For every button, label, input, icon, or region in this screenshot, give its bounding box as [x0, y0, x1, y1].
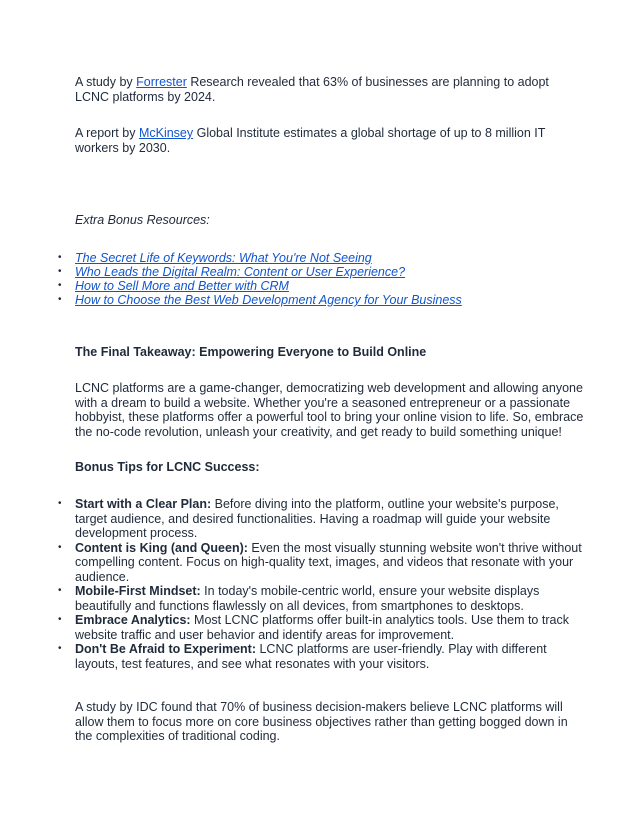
bullet-icon: • — [58, 294, 62, 305]
bullet-icon: • — [58, 585, 62, 596]
takeaway-line: LCNC platforms are a game-changer, democratizing web development and allowing anyone — [75, 381, 583, 395]
stat2-line2: workers by 2030. — [75, 140, 171, 155]
tip-title: Don't Be Afraid to Experiment: — [75, 642, 256, 656]
resource-link-digital-realm[interactable]: Who Leads the Digital Realm: Content or User Experience? — [75, 265, 406, 279]
mckinsey-stat-paragraph — [75, 126, 575, 155]
takeaway-line: the no-code revolution, unleash your creativity, and get ready to build something unique! — [75, 424, 562, 439]
takeaway-line: hobbyist, these platforms offer a powerful tool to bring your online vision to life. So, embrace — [75, 410, 584, 424]
idc-line: the complexities of traditional coding. — [75, 729, 280, 743]
list-item — [58, 279, 575, 293]
bullet-icon: • — [58, 498, 62, 509]
stat2-line1: A report by McKinsey Global Institute estimates a global shortage of up to 8 million IT — [75, 126, 546, 140]
tips-heading-block — [75, 460, 575, 475]
bullet-icon: • — [58, 541, 62, 553]
bullet-icon: • — [58, 614, 62, 625]
resources-list — [58, 251, 575, 307]
takeaway-paragraph — [75, 381, 595, 439]
resources-heading-block — [75, 213, 575, 228]
tip-title: Mobile-First Mindset: — [75, 584, 201, 598]
stat1-line1: A study by Forrester Research revealed that 63% of businesses are planning to adopt — [75, 75, 549, 89]
tips-list-block — [58, 497, 595, 671]
list-item: • Don't Be Afraid to Experiment: LCNC platforms are user-friendly. Play with different layouts, test features, and see what resonates with your visitors. — [58, 642, 547, 671]
list-item: • Start with a Clear Plan: Before diving into the platform, outline your website's purpose, target audience, and desired functionalities. Having a roadmap will guide your website development process. — [58, 497, 559, 540]
list-item — [58, 265, 575, 279]
takeaway-heading-block — [75, 345, 575, 360]
tips-list — [58, 497, 595, 671]
tip-title: Start with a Clear Plan: — [75, 497, 212, 511]
idc-stat-paragraph — [75, 700, 595, 744]
bullet-icon: • — [58, 643, 62, 654]
bullet-icon: • — [58, 266, 62, 277]
list-item: • Content is King (and Queen): Even the most visually stunning website won't thrive without compelling content. Focus on high-quality text, images, and videos that resonate with your audience. — [58, 540, 582, 584]
forrester-stat-paragraph — [75, 75, 575, 104]
resources-list-block — [58, 251, 575, 307]
list-item — [58, 251, 575, 265]
tips-heading: Bonus Tips for LCNC Success: — [75, 460, 260, 474]
mckinsey-link[interactable]: McKinsey — [138, 126, 194, 140]
idc-line: A study by IDC found that 70% of business decision-makers believe LCNC platforms will — [75, 700, 563, 714]
bullet-icon: • — [58, 252, 62, 263]
list-item — [58, 293, 575, 307]
list-item: • Embrace Analytics: Most LCNC platforms offer built-in analytics tools. Use them to track website traffic and user behavior and identify areas for improvement. — [58, 613, 569, 642]
list-item: • Mobile-First Mindset: In today's mobile-centric world, ensure your website displays beautifully and functions flawlessly on all devices, from smartphones to desktops. — [58, 584, 540, 613]
resource-link-agency[interactable]: How to Choose the Best Web Development Agency for Your Business — [75, 293, 462, 307]
takeaway-line: with a dream to build a website. Whether you're a seasoned entrepreneur or a passionate — [75, 395, 571, 410]
tip-title: Content is King (and Queen): — [75, 540, 248, 555]
idc-line: allow them to focus more on core business objectives rather than getting bogged down in — [75, 714, 568, 729]
resource-link-crm[interactable]: How to Sell More and Better with CRM — [75, 279, 289, 293]
stat1-line2: LCNC platforms by 2024. — [75, 89, 216, 104]
resource-link-keywords[interactable]: The Secret Life of Keywords: What You're Not Seeing — [75, 251, 372, 265]
bullet-icon: • — [58, 280, 62, 291]
resources-heading: Extra Bonus Resources: — [75, 213, 210, 227]
forrester-link[interactable]: Forrester — [136, 75, 187, 89]
takeaway-heading: The Final Takeaway: Empowering Everyone to Build Online — [75, 345, 427, 359]
tip-title: Embrace Analytics: — [75, 613, 191, 627]
